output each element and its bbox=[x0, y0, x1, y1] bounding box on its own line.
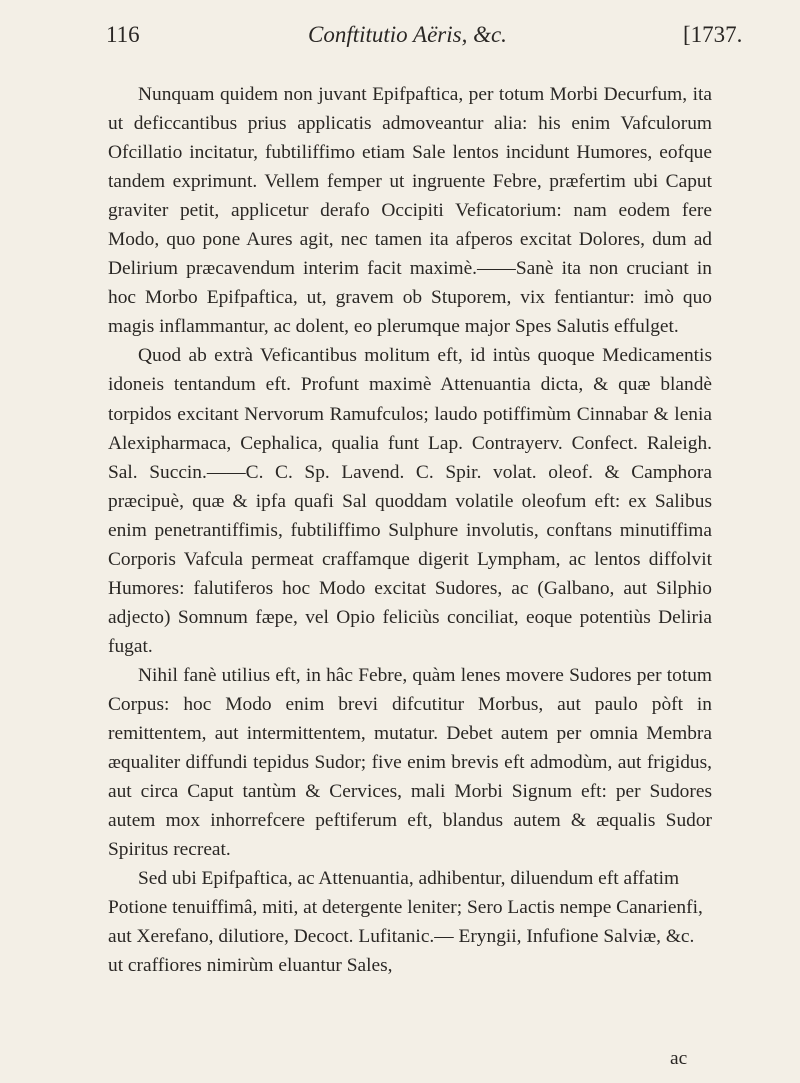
paragraph-3: Nihil fanè utilius eft, in hâc Febre, quàm lenes movere Sudores per totum Corpus: hoc Modo enim brevi difcutitur Morbus, aut paulo pòft in remittentem, aut intermittentem, mutatur. Debet autem per omnia Membra æqualiter diffundi tepidus Sudor; five enim brevis eft admodùm, aut frigidus, aut circa Caput tantùm & Cervices, mali Morbi Signum eft: per Sudores autem mox inhorrefcere peftiferum eft, blandus autem & æqualis Sudor Spiritus recreat. bbox=[108, 664, 712, 861]
year-marker: [1737. bbox=[683, 22, 743, 47]
text-body bbox=[108, 80, 712, 980]
paragraph-4: Sed ubi Epifpaftica, ac Attenuantia, adhibentur, diluendum eft affatim Potione tenuiffimâ, miti, at detergente leniter; Sero Lactis nempe Canarienfi, aut Xerefano, dilutiore, Decoct. Lufitanic.— Eryngii, Infufione Salviæ, &c. ut craffiores nimirùm eluantur Sales, bbox=[108, 868, 703, 977]
paragraph-1: Nunquam quidem non juvant Epifpaftica, per totum Morbi Decurfum, ita ut deficcantibus prius applicatis admoveantur alia: his enim Vafculorum Ofcillatio incitatur, fubtiliffimo etiam Sale lentos incidunt Humores, eofque tandem exprimunt. Vellem femper ut ingruente Febre, præfertim ubi Caput graviter petit, applicetur derafo Occipiti Veficatorium: nam eodem fere Modo, quo pone Aures agit, nec tamen ita afperos excitat Dolores, dum ad Delirium præcavendum interim facit maximè.——Sanè ita non cruciant in hoc Morbo Epifpaftica, ut, gravem ob Stuporem, vix fentiantur: imò quo magis inflammantur, ac dolent, eo plerumque major Spes Salutis effulget. bbox=[108, 84, 712, 338]
running-title: Conftitutio Aëris, &c. bbox=[308, 22, 507, 47]
catchword: ac bbox=[670, 1048, 688, 1069]
page-number: 116 bbox=[106, 22, 140, 47]
running-header bbox=[0, 22, 800, 62]
paragraph-2: Quod ab extrà Veficantibus molitum eft, id intùs quoque Medicamentis idoneis tentandum eft. Profunt maximè Attenuantia dicta, & quæ blandè torpidos excitant Nervorum Ramufculos; laudo potiffimùm Cinnabar & lenia Alexipharmaca, Cephalica, qualia funt Lap. Contrayerv. Confect. Raleigh. Sal. Succin.——C. C. Sp. Lavend. C. Spir. volat. oleof. & Camphora præcipuè, quæ & ipfa quafi Sal quoddam volatile oleofum eft: ex Salibus enim penetrantiffimis, fubtiliffimo Sulphure involutis, conftans minutiffima Corporis Vafcula permeat craffamque digerit Lympham, ac lentos diffolvit Humores: falutiferos hoc Modo excitat Sudores, ac (Galbano, aut Silphio adjecto) Somnum fæpe, vel Opio feliciùs conciliat, eoque potentiùs Deliria fugat. bbox=[108, 345, 712, 657]
